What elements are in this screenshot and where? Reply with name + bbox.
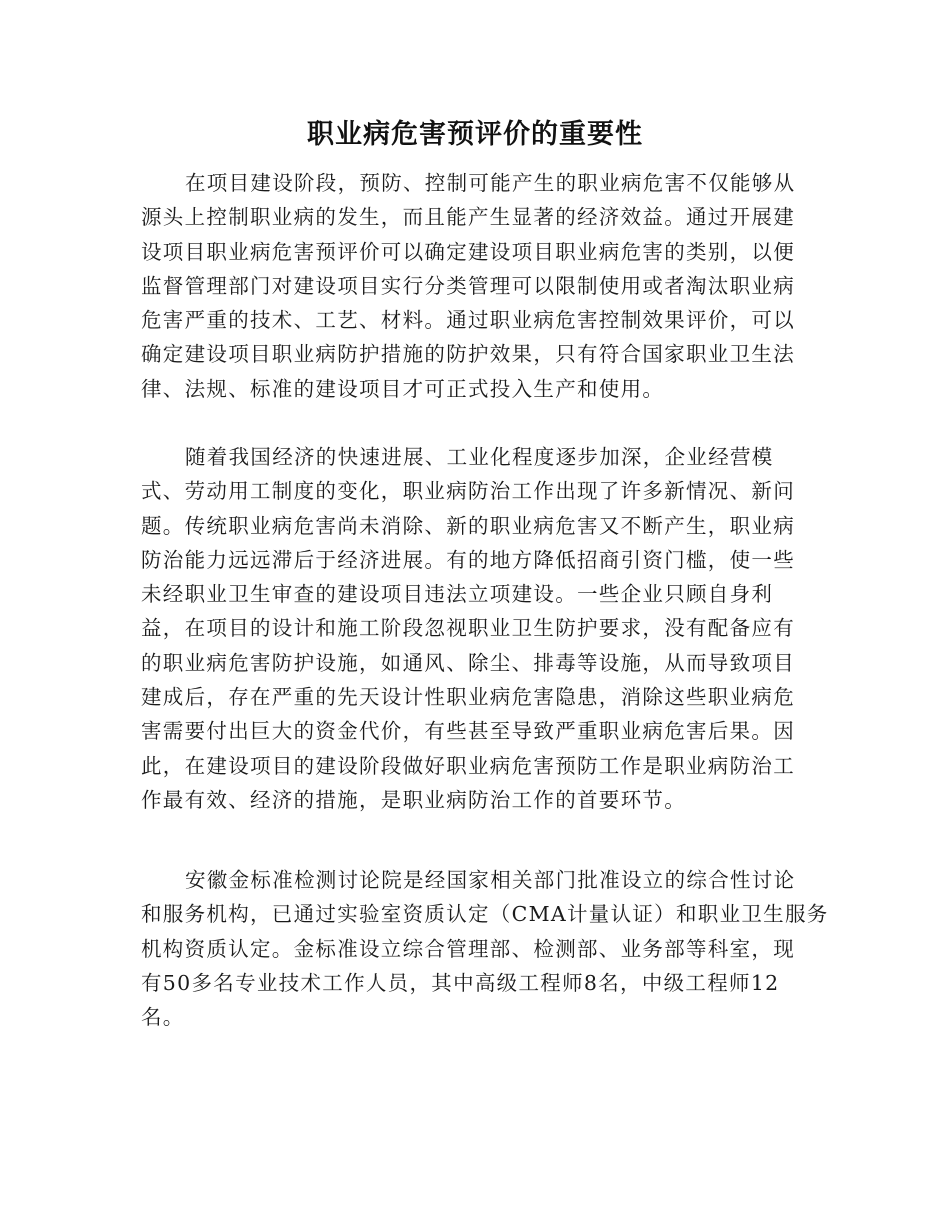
paragraph-line: 益，在项目的设计和施工阶段忽视职业卫生防护要求，没有配备应有 bbox=[141, 616, 795, 641]
paragraph-line: 建成后，存在严重的先天设计性职业病危害隐患，消除这些职业病危 bbox=[141, 685, 795, 710]
paragraph-line: 题。传统职业病危害尚未消除、新的职业病危害又不断产生，职业病 bbox=[141, 513, 795, 538]
paragraph-line: 此，在建设项目的建设阶段做好职业病危害预防工作是职业病防治工 bbox=[141, 753, 795, 778]
paragraph-line: 名。 bbox=[141, 1005, 185, 1030]
paragraph-line: 危害严重的技术、工艺、材料。通过职业病危害控制效果评价，可以 bbox=[141, 308, 795, 333]
paragraph-line: 随着我国经济的快速进展、工业化程度逐步加深，企业经营模 bbox=[185, 445, 774, 469]
paragraph-2 bbox=[141, 440, 811, 817]
paragraph-line: 安徽金标准检测讨论院是经国家相关部门批准设立的综合性讨论 bbox=[185, 868, 796, 892]
paragraph-1 bbox=[141, 166, 811, 406]
paragraph-line: 监督管理部门对建设项目实行分类管理可以限制使用或者淘汰职业病 bbox=[141, 273, 795, 298]
paragraph-line: 作最有效、经济的措施，是职业病防治工作的首要环节。 bbox=[141, 787, 686, 812]
paragraph-line: 机构资质认定。金标准设立综合管理部、检测部、业务部等科室，现 bbox=[141, 936, 795, 961]
paragraph-line: 设项目职业病危害预评价可以确定建设项目职业病危害的类别，以便 bbox=[141, 239, 795, 264]
paragraph-line: 的职业病危害防护设施，如通风、除尘、排毒等设施，从而导致项目 bbox=[141, 650, 795, 675]
paragraph-line: 和服务机构，已通过实验室资质认定（CMA计量认证）和职业卫生服务 bbox=[141, 902, 829, 927]
document-title: 职业病危害预评价的重要性 bbox=[307, 119, 643, 150]
paragraph-line: 防治能力远远滞后于经济进展。有的地方降低招商引资门槛，使一些 bbox=[141, 547, 795, 572]
paragraph-3 bbox=[141, 863, 829, 1034]
paragraph-line: 未经职业卫生审查的建设项目违法立项建设。一些企业只顾自身利 bbox=[141, 582, 774, 607]
paragraph-line: 源头上控制职业病的发生，而且能产生显著的经济效益。通过开展建 bbox=[141, 205, 795, 230]
paragraph-line: 律、法规、标准的建设项目才可正式投入生产和使用。 bbox=[141, 376, 665, 401]
paragraph-line: 有50多名专业技术工作人员，其中高级工程师8名，中级工程师12 bbox=[141, 970, 780, 995]
paragraph-line: 式、劳动用工制度的变化，职业病防治工作出现了许多新情况、新问 bbox=[141, 479, 795, 504]
paragraph-line: 害需要付出巨大的资金代价，有些甚至导致严重职业病危害后果。因 bbox=[141, 719, 795, 744]
paragraph-line: 确定建设项目职业病防护措施的防护效果，只有符合国家职业卫生法 bbox=[141, 342, 795, 367]
paragraph-line: 在项目建设阶段，预防、控制可能产生的职业病危害不仅能够从 bbox=[185, 171, 796, 195]
